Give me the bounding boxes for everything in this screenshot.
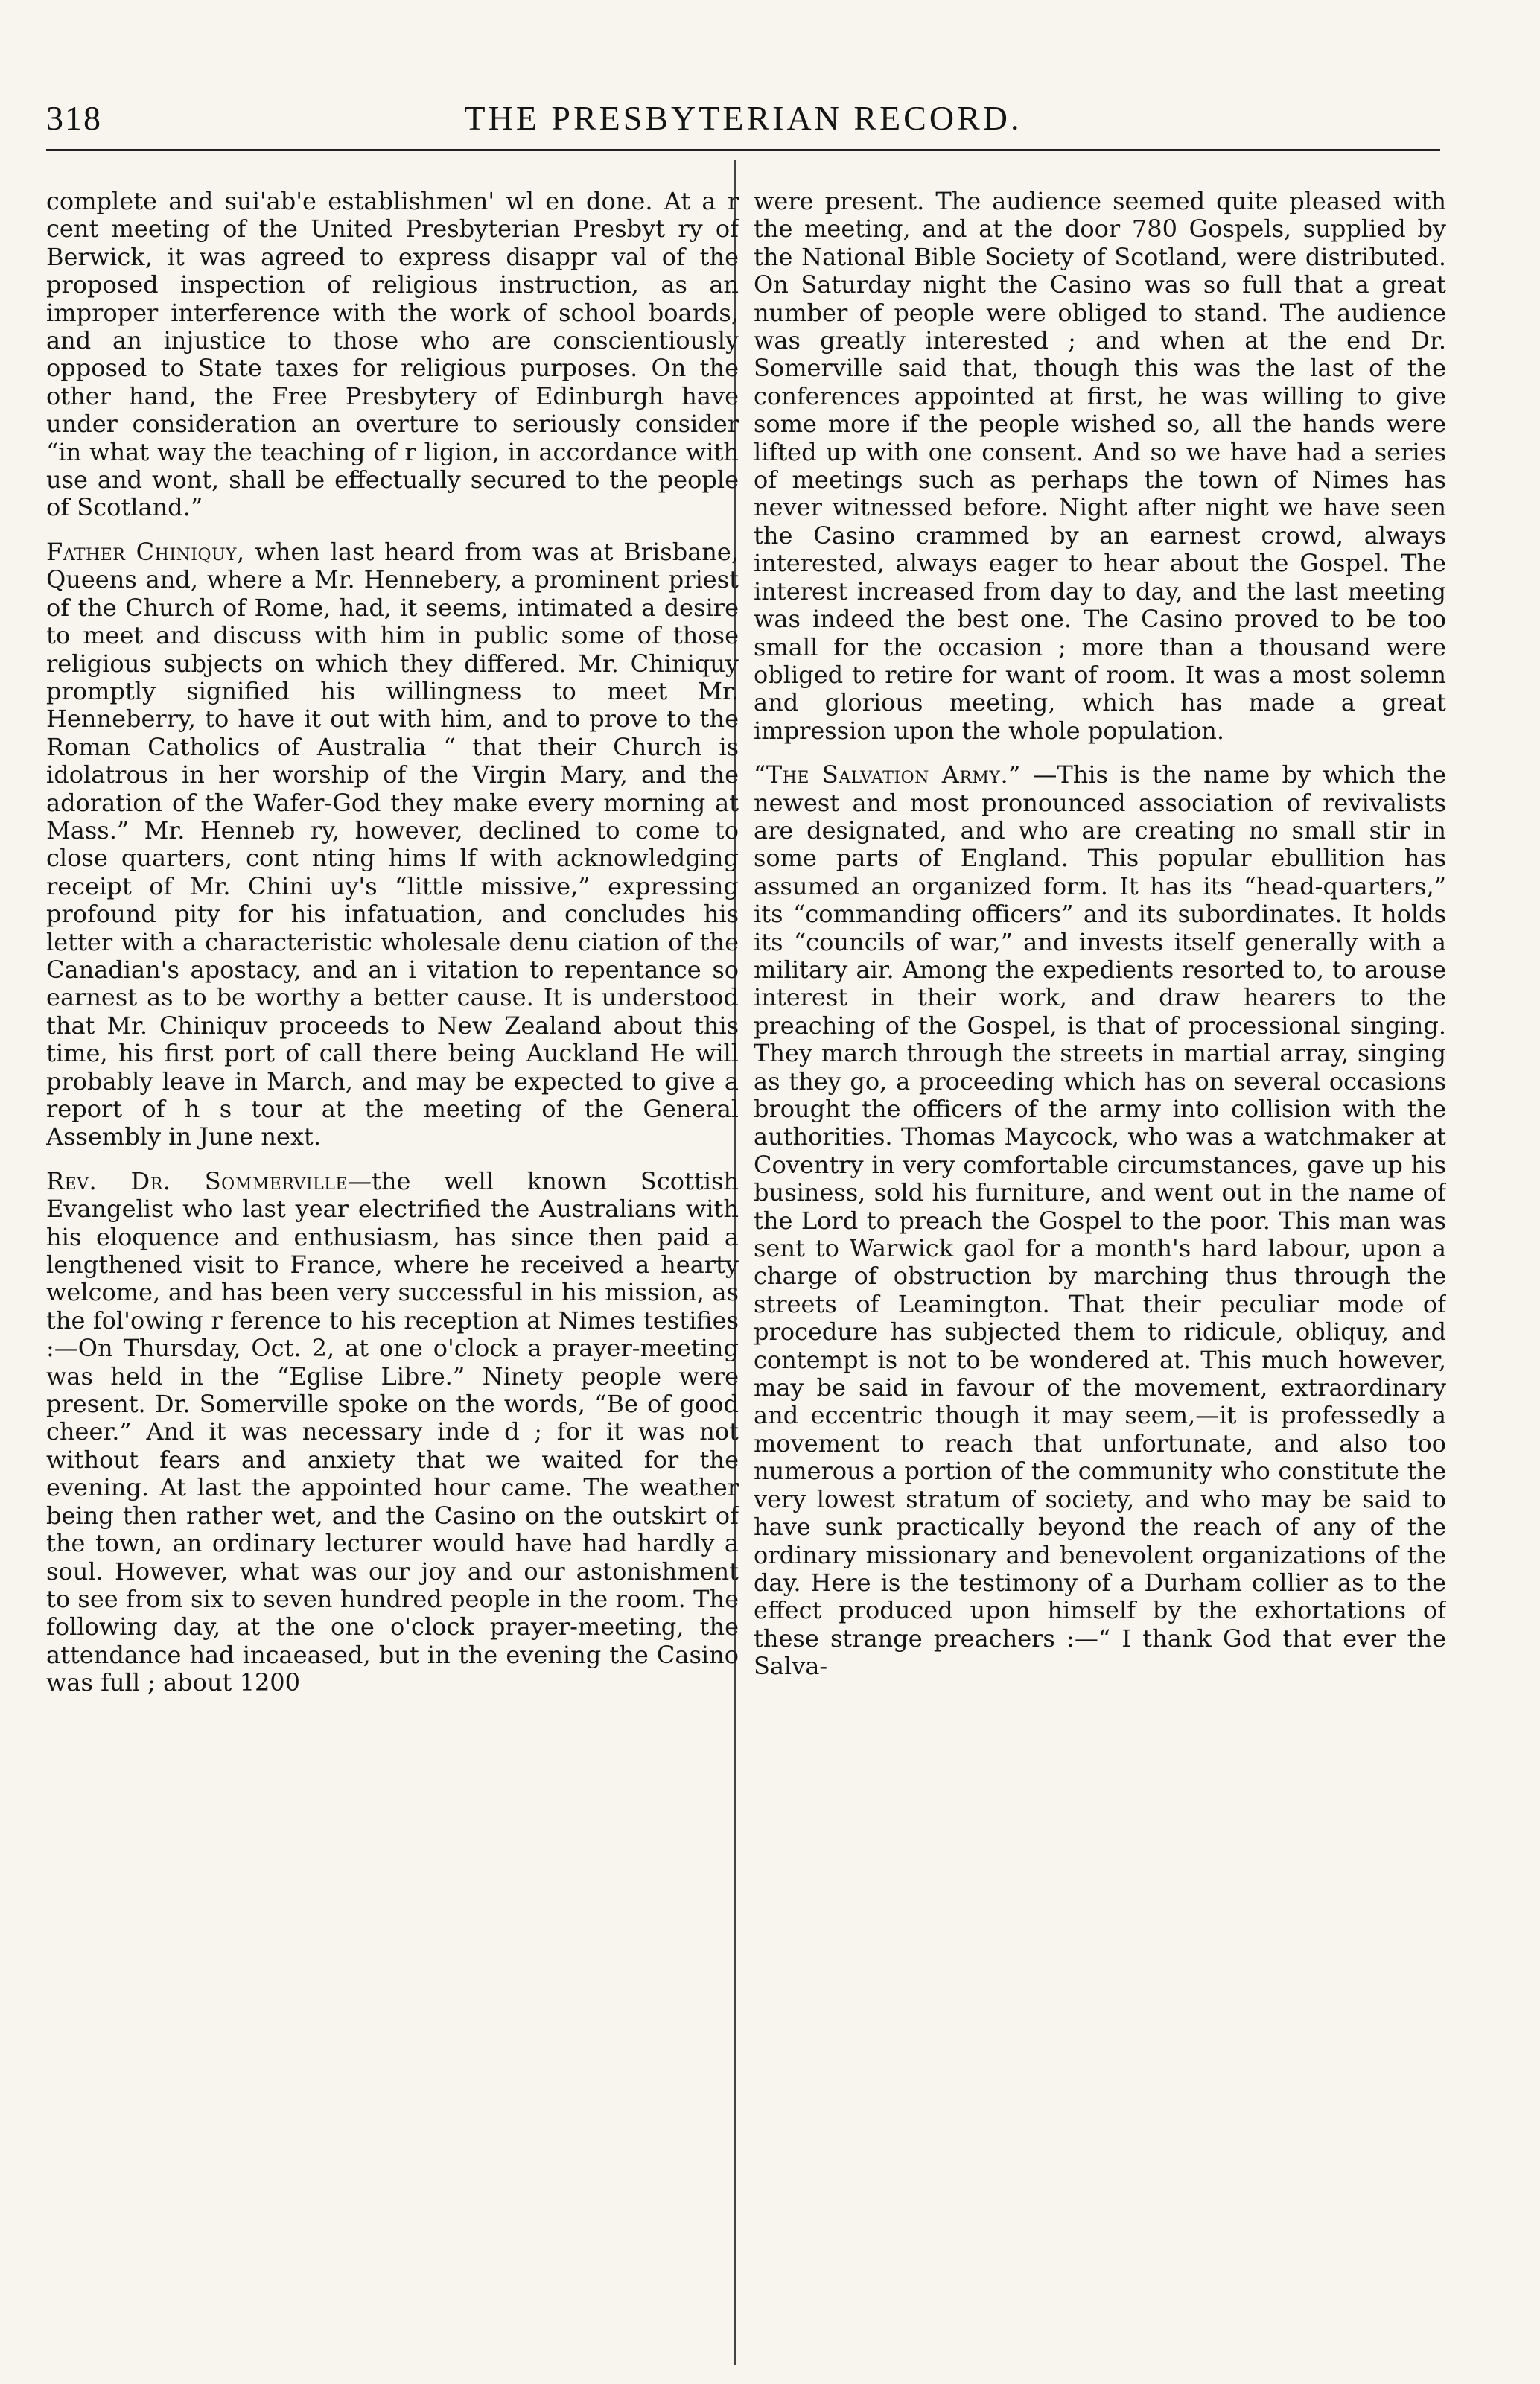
publication-title: THE PRESBYTERIAN RECORD.: [464, 99, 1022, 137]
article-continuation: complete and sui'ab'e establishmen' wl en done. At a r cent meeting of the United Presbyterian Presbyt ry of Berwick, it was agreed to express disappr val of the proposed inspection of religious instruction, as an improper interference with the work of school boards, and an injustice to those who are conscientiously opposed to State taxes for religious purposes. On the other hand, the Free Presbytery of Edinburgh have under consideration an overture to seriously consider “in what way the teaching of r ligion, in accordance with use and wont, shall be effectually secured to the people of Scotland.”: [46, 188, 739, 522]
article-continuation: were present. The audience seemed quite pleased with the meeting, and at the door 780 Gospels, supplied by the National Bible Society of Scotland, were distributed. On Saturday night the Casino was so full that a great number of people were obliged to stand. The audience was greatly interested ; and when at the end Dr. Somerville said that, though this was the last of the conferences appointed at first, he was willing to give some more if the people wished so, all the hands were lifted up with one consent. And so we have had a series of meetings such as perhaps the town of Nimes has never witnessed before. Night after night we have seen the Casino crammed by an earnest crowd, always interested, always eager to hear about the Gospel. The interest increased from day to day, and the last meeting was indeed the best one. The Casino proved to be too small for the occasion ; more than a thousand were obliged to retire for want of room. It was a most solemn and glorious meeting, which has made a great impression upon the whole population.: [754, 188, 1446, 745]
article-body: when last heard from was at Brisbane, Queens and, where a Mr. Hennebery, a prominent priest of the Church of Rome, had, it seems, intimated a desire to meet and discuss with him in public some of those religious subjects on which they differed. Mr. Chiniquy promptly signified his willingness to meet Mr. Henneberry, to have it out with him, and to prove to the Roman Catholics of Australia “ that their Church is idolatrous in her worship of the Virgin Mary, and the adoration of the Wafer-God they make every morning at Mass.” Mr. Henneb ry, however, declined to come to close quarters, cont nting hims lf with acknowledging receipt of Mr. Chini uy's “little missive,” expressing profound pity for his infatuation, and concludes his letter with a characteristic wholesale denu ciation of the Canadian's apostacy, and an i vitation to repentance so earnest as to be worthy a better cause. It is understood that Mr. Chiniquv proceeds to New Zealand about this time, his first port of call there being Auckland He will probably leave in March, and may be expected to give a report of h s tour at the meeting of the General Assembly in June next.: [46, 537, 739, 1151]
right-column: [754, 188, 1446, 2348]
article-chiniquy: [46, 538, 739, 1151]
article-heading: “The Salvation Army.”: [754, 760, 1021, 789]
article-sommerville: [46, 1168, 739, 1697]
article-body: —This is the name by which the newest and most pronounced association of revivalists are designated, and who are creating no small stir in some parts of England. This popular ebullition has assumed an organized form. It has its “head-quarters,” its “commanding officers” and its subordinates. It holds its “councils of war,” and invests itself generally with a military air. Among the expedients resorted to, to arouse interest in their work, and draw hearers to the preaching of the Gospel, is that of processional singing. They march through the streets in martial array, singing as they go, a proceeding which has on several occasions brought the officers of the army into collision with the authorities. Thomas Maycock, who was a watchmaker at Coventry in very comfortable circumstances, gave up his business, sold his furniture, and went out in the name of the Lord to preach the Gospel to the poor. This man was sent to Warwick gaol for a month's hard labour, upon a charge of obstruction by marching thus through the streets of Leamington. That their peculiar mode of procedure has subjected them to ridicule, obliquy, and contempt is not to be wondered at. This much however, may be said in favour of the movement, extraordinary and eccentric though it may seem,—it is professedly a movement to reach that unfortunate, and also too numerous a portion of the community who constitute the very lowest stratum of society, and who may be said to have sunk practically beyond the reach of any of the ordinary missionary and benevolent organizations of the day. Here is the testimony of a Durham collier as to the effect produced upon himself by the exhortations of these strange preachers :—“ I thank God that ever the Salva-: [754, 760, 1446, 1681]
article-body: —the well known Scottish Evangelist who last year electrified the Australians with his eloquence and enthusiasm, has since then paid a lengthened visit to France, where he received a hearty welcome, and has been very successful in his mission, as the fol'owing r ference to his reception at Nimes testifies :—On Thursday, Oct. 2, at one o'clock a prayer-meeting was held in the “Eglise Libre.” Ninety people were present. Dr. Somerville spoke on the words, “Be of good cheer.” And it was necessary inde d ; for it was not without fears and anxiety that we waited for the evening. At last the appointed hour came. The weather being then rather wet, and the Casino on the outskirt of the town, an ordinary lecturer would have had hardly a soul. However, what was our joy and our astonishment to see from six to seven hundred people in the room. The following day, at the one o'clock prayer-meeting, the attendance had incaeased, but in the evening the Casino was full ; about 1200: [46, 1166, 739, 1697]
page-number: 318: [46, 99, 102, 137]
article-heading: Father Chiniquy,: [46, 537, 245, 566]
left-column: [46, 188, 739, 2348]
page-header: [46, 88, 1440, 151]
article-heading: Rev. Dr. Sommerville: [46, 1166, 348, 1195]
article-salvation-army: [754, 761, 1446, 1680]
